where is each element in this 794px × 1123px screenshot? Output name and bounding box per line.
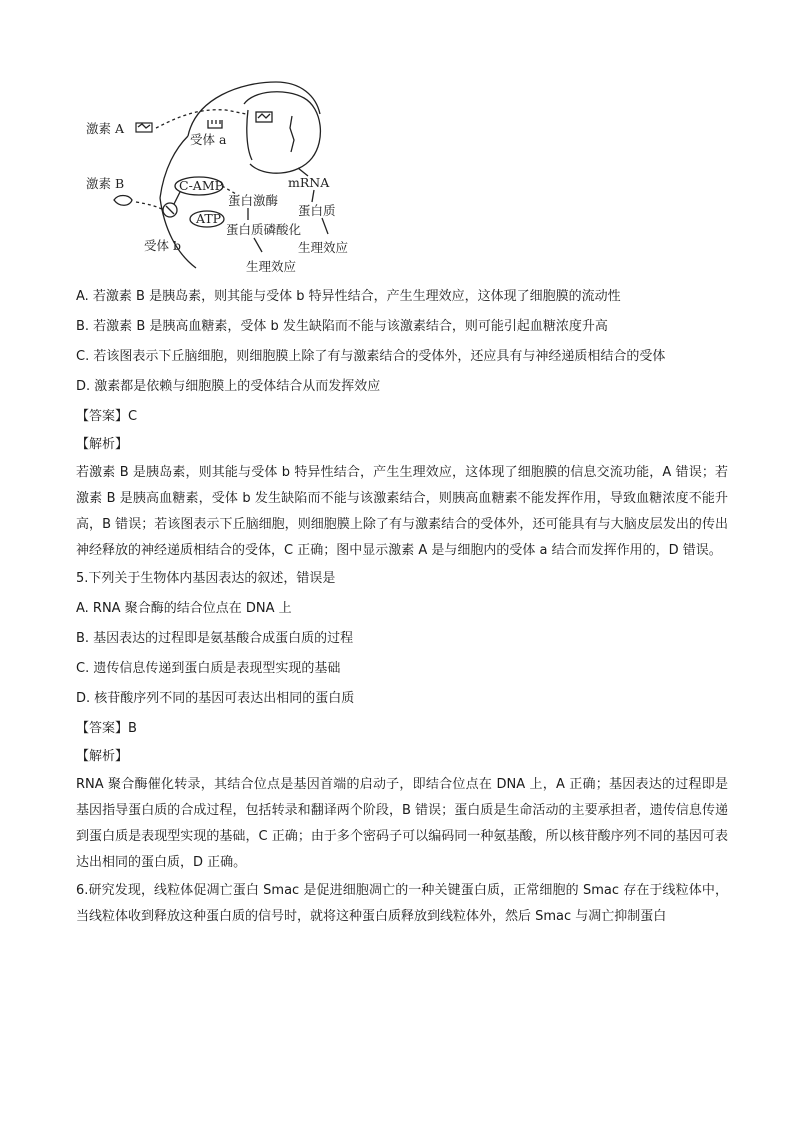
q4-answer: 【答案】C bbox=[76, 409, 138, 424]
phosphorylation-label: 蛋白质磷酸化 bbox=[226, 222, 302, 237]
q5-option-d: D. 核苷酸序列不同的基因可表达出相同的蛋白质 bbox=[76, 691, 355, 706]
cell-membrane-lower bbox=[160, 198, 196, 268]
q4-option-d: D. 激素都是依赖与细胞膜上的受体结合从而发挥效应 bbox=[76, 379, 381, 394]
q4-option-c: C. 若该图表示下丘脑细胞，则细胞膜上除了有与激素结合的受体外，还应具有与神经递质相结合的受体 bbox=[76, 349, 666, 364]
arrow-phos-to-effect bbox=[254, 238, 262, 252]
receptor-b-label: 受体 b bbox=[144, 238, 181, 253]
protein-label: 蛋白质 bbox=[298, 203, 336, 218]
hormone-signaling-diagram bbox=[76, 78, 376, 280]
q5-analysis: RNA 聚合酶催化转录，其结合位点是基因首端的启动子，即结合位点在 DNA 上，A 正确；基因表达的过程即是基因指导蛋白质的合成过程，包括转录和翻译两个阶段，B 错误；蛋白质是生命活动的主要承担者，遗传信息传递到蛋白质是表现型实现的基础，C 正确；由于多个密码子可以编码同一种氨基酸，所以核苷酸序列不同的基因可表达出相同的蛋白质，D 正确。 bbox=[76, 777, 728, 870]
hormone-a-label: 激素 A bbox=[86, 121, 125, 136]
effect-label-1: 生理效应 bbox=[298, 240, 349, 255]
hormone-a-path-arrow bbox=[156, 110, 246, 128]
q5-option-c: C. 遗传信息传递到蛋白质是表现型实现的基础 bbox=[76, 661, 341, 676]
receptor-a-label: 受体 a bbox=[190, 132, 227, 147]
dna-strand bbox=[290, 116, 294, 152]
camp-label: C-AMP bbox=[179, 178, 224, 193]
nucleus-envelope bbox=[244, 92, 320, 173]
mrna-label: mRNA bbox=[288, 175, 330, 190]
arrow-protein-to-effect bbox=[322, 218, 328, 234]
q4-option-a: A. 若激素 B 是胰岛素，则其能与受体 b 特异性结合，产生生理效应，这体现了细胞膜的流动性 bbox=[76, 289, 621, 304]
hormone-b-icon bbox=[114, 196, 132, 206]
document-body bbox=[76, 284, 728, 930]
q5-option-b: B. 基因表达的过程即是氨基酸合成蛋白质的过程 bbox=[76, 631, 354, 646]
q4-analysis-label: 【解析】 bbox=[76, 437, 129, 452]
q5-option-a: A. RNA 聚合酶的结合位点在 DNA 上 bbox=[76, 601, 292, 616]
arrow-receptor-to-camp bbox=[174, 192, 180, 204]
arrow-mrna-to-protein bbox=[312, 190, 314, 202]
hormone-b-label: 激素 B bbox=[86, 176, 125, 191]
q5-analysis-label: 【解析】 bbox=[76, 749, 129, 764]
q5-stem: 5.下列关于生物体内基因表达的叙述，错误是 bbox=[76, 571, 336, 586]
q5-answer: 【答案】B bbox=[76, 721, 137, 736]
receptor-a-icon bbox=[208, 120, 222, 128]
effect-label-2: 生理效应 bbox=[246, 259, 297, 274]
atp-label: ATP bbox=[196, 211, 222, 226]
q6-stem: 6.研究发现，线粒体促凋亡蛋白 Smac 是促进细胞凋亡的一种关键蛋白质，正常细胞的 Smac 存在于线粒体中，当线粒体收到释放这种蛋白质的信号时，就将这种蛋白质释放到线粒体外，然后 Smac 与凋亡抑制蛋白 bbox=[76, 883, 728, 924]
q4-analysis: 若激素 B 是胰岛素，则其能与受体 b 特异性结合，产生生理效应，这体现了细胞膜的信息交流功能，A 错误；若激素 B 是胰高血糖素，受体 b 发生缺陷而不能与该激素结合，则胰高血糖素不能发挥作用，导致血糖浓度不能升高，B 错误；若该图表示下丘脑细胞，则细胞膜上除了有与激素结合的受体外，还可能具有与大脑皮层发出的传出神经释放的神经递质相结合的受体，C 正确；图中显示激素 A 是与细胞内的受体 a 结合而发挥作用的，D 错误。 bbox=[76, 465, 728, 558]
hormone-b-path-arrow bbox=[136, 202, 164, 210]
kinase-label: 蛋白激酶 bbox=[228, 193, 279, 208]
nucleus-envelope-inner bbox=[247, 110, 252, 160]
q4-option-b: B. 若激素 B 是胰高血糖素，受体 b 发生缺陷而不能与该激素结合，则可能引起血糖浓度升高 bbox=[76, 319, 608, 334]
